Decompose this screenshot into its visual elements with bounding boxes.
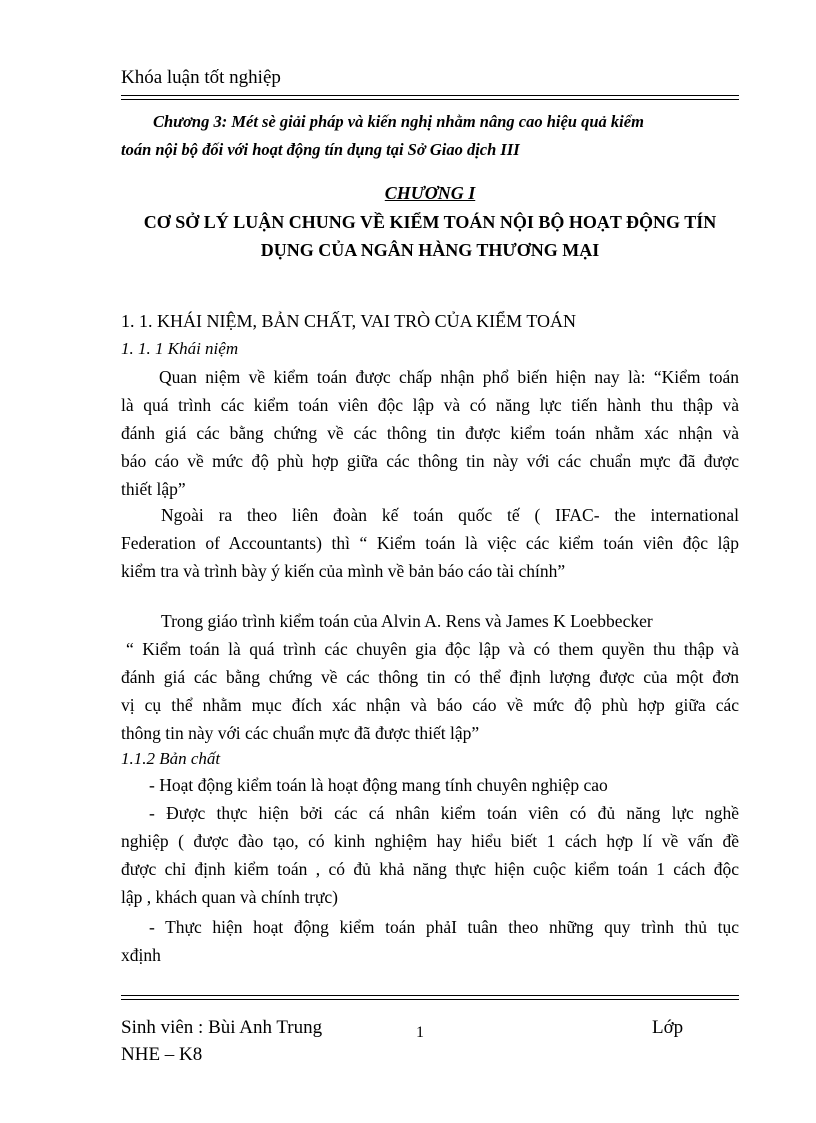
paragraph-line: kiểm tra và trình bày ý kiến của mình về bản báo cáo tài chính”	[121, 561, 566, 581]
chapter-3-reference	[121, 108, 739, 164]
subsection-heading-nature: 1.1.2 Bản chất	[121, 749, 221, 768]
paragraph-line: Federation of Accountants) thì “ Kiểm toán là việc các kiểm toán viên độc lập	[121, 533, 739, 553]
chapter-3-line-2: toán nội bộ đối với hoạt động tín dụng tại Sở Giao dịch III	[121, 140, 520, 159]
bullet-line: nghiệp ( được đào tạo, có kinh nghiệm hay hiểu biết 1 cách hợp lí về vấn đề	[121, 831, 739, 851]
paragraph-line: báo cáo về mức độ phù hợp giữa các thông tin này với các chuẩn mực đã được	[121, 451, 739, 471]
footer-student-info	[121, 1014, 322, 1068]
chapter-title	[121, 208, 739, 264]
paragraph-line: đánh giá các bằng chứng về các thông tin có thể định lượng được của một đơn	[121, 667, 739, 687]
subsection-heading-concept: 1. 1. 1 Khái niệm	[121, 339, 239, 358]
footer-class-label: Lớp	[652, 1017, 684, 1038]
footer-rule	[121, 995, 739, 1000]
paragraph-ifac	[121, 501, 739, 585]
header-rule	[121, 95, 739, 100]
paragraph-line: Quan niệm về kiểm toán được chấp nhận phổ biến hiện nay là: “Kiểm toán	[159, 367, 739, 387]
bullet-line: - Thực hiện hoạt động kiểm toán phảI tuân theo những quy trình thủ tục	[149, 917, 739, 937]
footer-student-name: Sinh viên : Bùi Anh Trung	[121, 1017, 323, 1038]
paragraph-textbook	[121, 607, 739, 747]
chapter-number: CHƯƠNG I	[384, 183, 476, 203]
paragraph-line: thiết lập”	[121, 479, 186, 499]
paragraph-definition	[121, 363, 739, 503]
bullet-procedures	[121, 913, 739, 969]
bullet-professional	[121, 771, 739, 799]
paragraph-line: là quá trình các kiểm toán viên độc lập và có năng lực tiến hành thu thập và	[121, 395, 739, 415]
paragraph-line: “ Kiểm toán là quá trình các chuyên gia độc lập và có them quyền thu thập và	[126, 639, 739, 659]
paragraph-line: Ngoài ra theo liên đoàn kế toán quốc tế ( IFAC- the international	[161, 505, 739, 525]
bullet-line: xđịnh	[121, 945, 161, 965]
chapter-title-line-2: DỤNG CỦA NGÂN HÀNG THƯƠNG MẠI	[260, 240, 600, 260]
bullet-line: - Hoạt động kiểm toán là hoạt động mang tính chuyên nghiệp cao	[149, 775, 608, 795]
section-heading: 1. 1. KHÁI NIỆM, BẢN CHẤT, VAI TRÒ CỦA KIỂM TOÁN	[121, 311, 577, 331]
paragraph-line: thông tin này với các chuẩn mực đã được thiết lập”	[121, 723, 480, 743]
bullet-line: lập , khách quan và chính trực)	[121, 887, 338, 907]
paragraph-line: vị cụ thể nhằm mục đích xác nhận và báo cáo về mức độ phù hợp giữa các	[121, 695, 739, 715]
chapter-3-line-1: Chương 3: Mét sè giải pháp và kiến nghị nhằm nâng cao hiệu quả kiểm	[153, 112, 644, 131]
paragraph-line: đánh giá các bằng chứng về các thông tin được kiểm toán nhằm xác nhận và	[121, 423, 739, 443]
bullet-auditor-capacity	[121, 799, 739, 911]
page-number: 1	[416, 1024, 424, 1041]
running-header-title: Khóa luận tốt nghiệp	[121, 67, 281, 88]
paragraph-line: Trong giáo trình kiểm toán của Alvin A. Rens và James K Loebbecker	[161, 611, 653, 631]
bullet-line: được chỉ định kiểm toán , có đủ khả năng thực hiện cuộc kiểm toán 1 cách độc	[121, 859, 739, 879]
bullet-line: - Được thực hiện bởi các cá nhân kiểm toán viên có đủ năng lực nghề	[149, 803, 739, 823]
footer-class-code: NHE – K8	[121, 1044, 203, 1065]
chapter-title-line-1: CƠ SỞ LÝ LUẬN CHUNG VỀ KIỂM TOÁN NỘI BỘ HOẠT ĐỘNG TÍN	[143, 212, 717, 232]
